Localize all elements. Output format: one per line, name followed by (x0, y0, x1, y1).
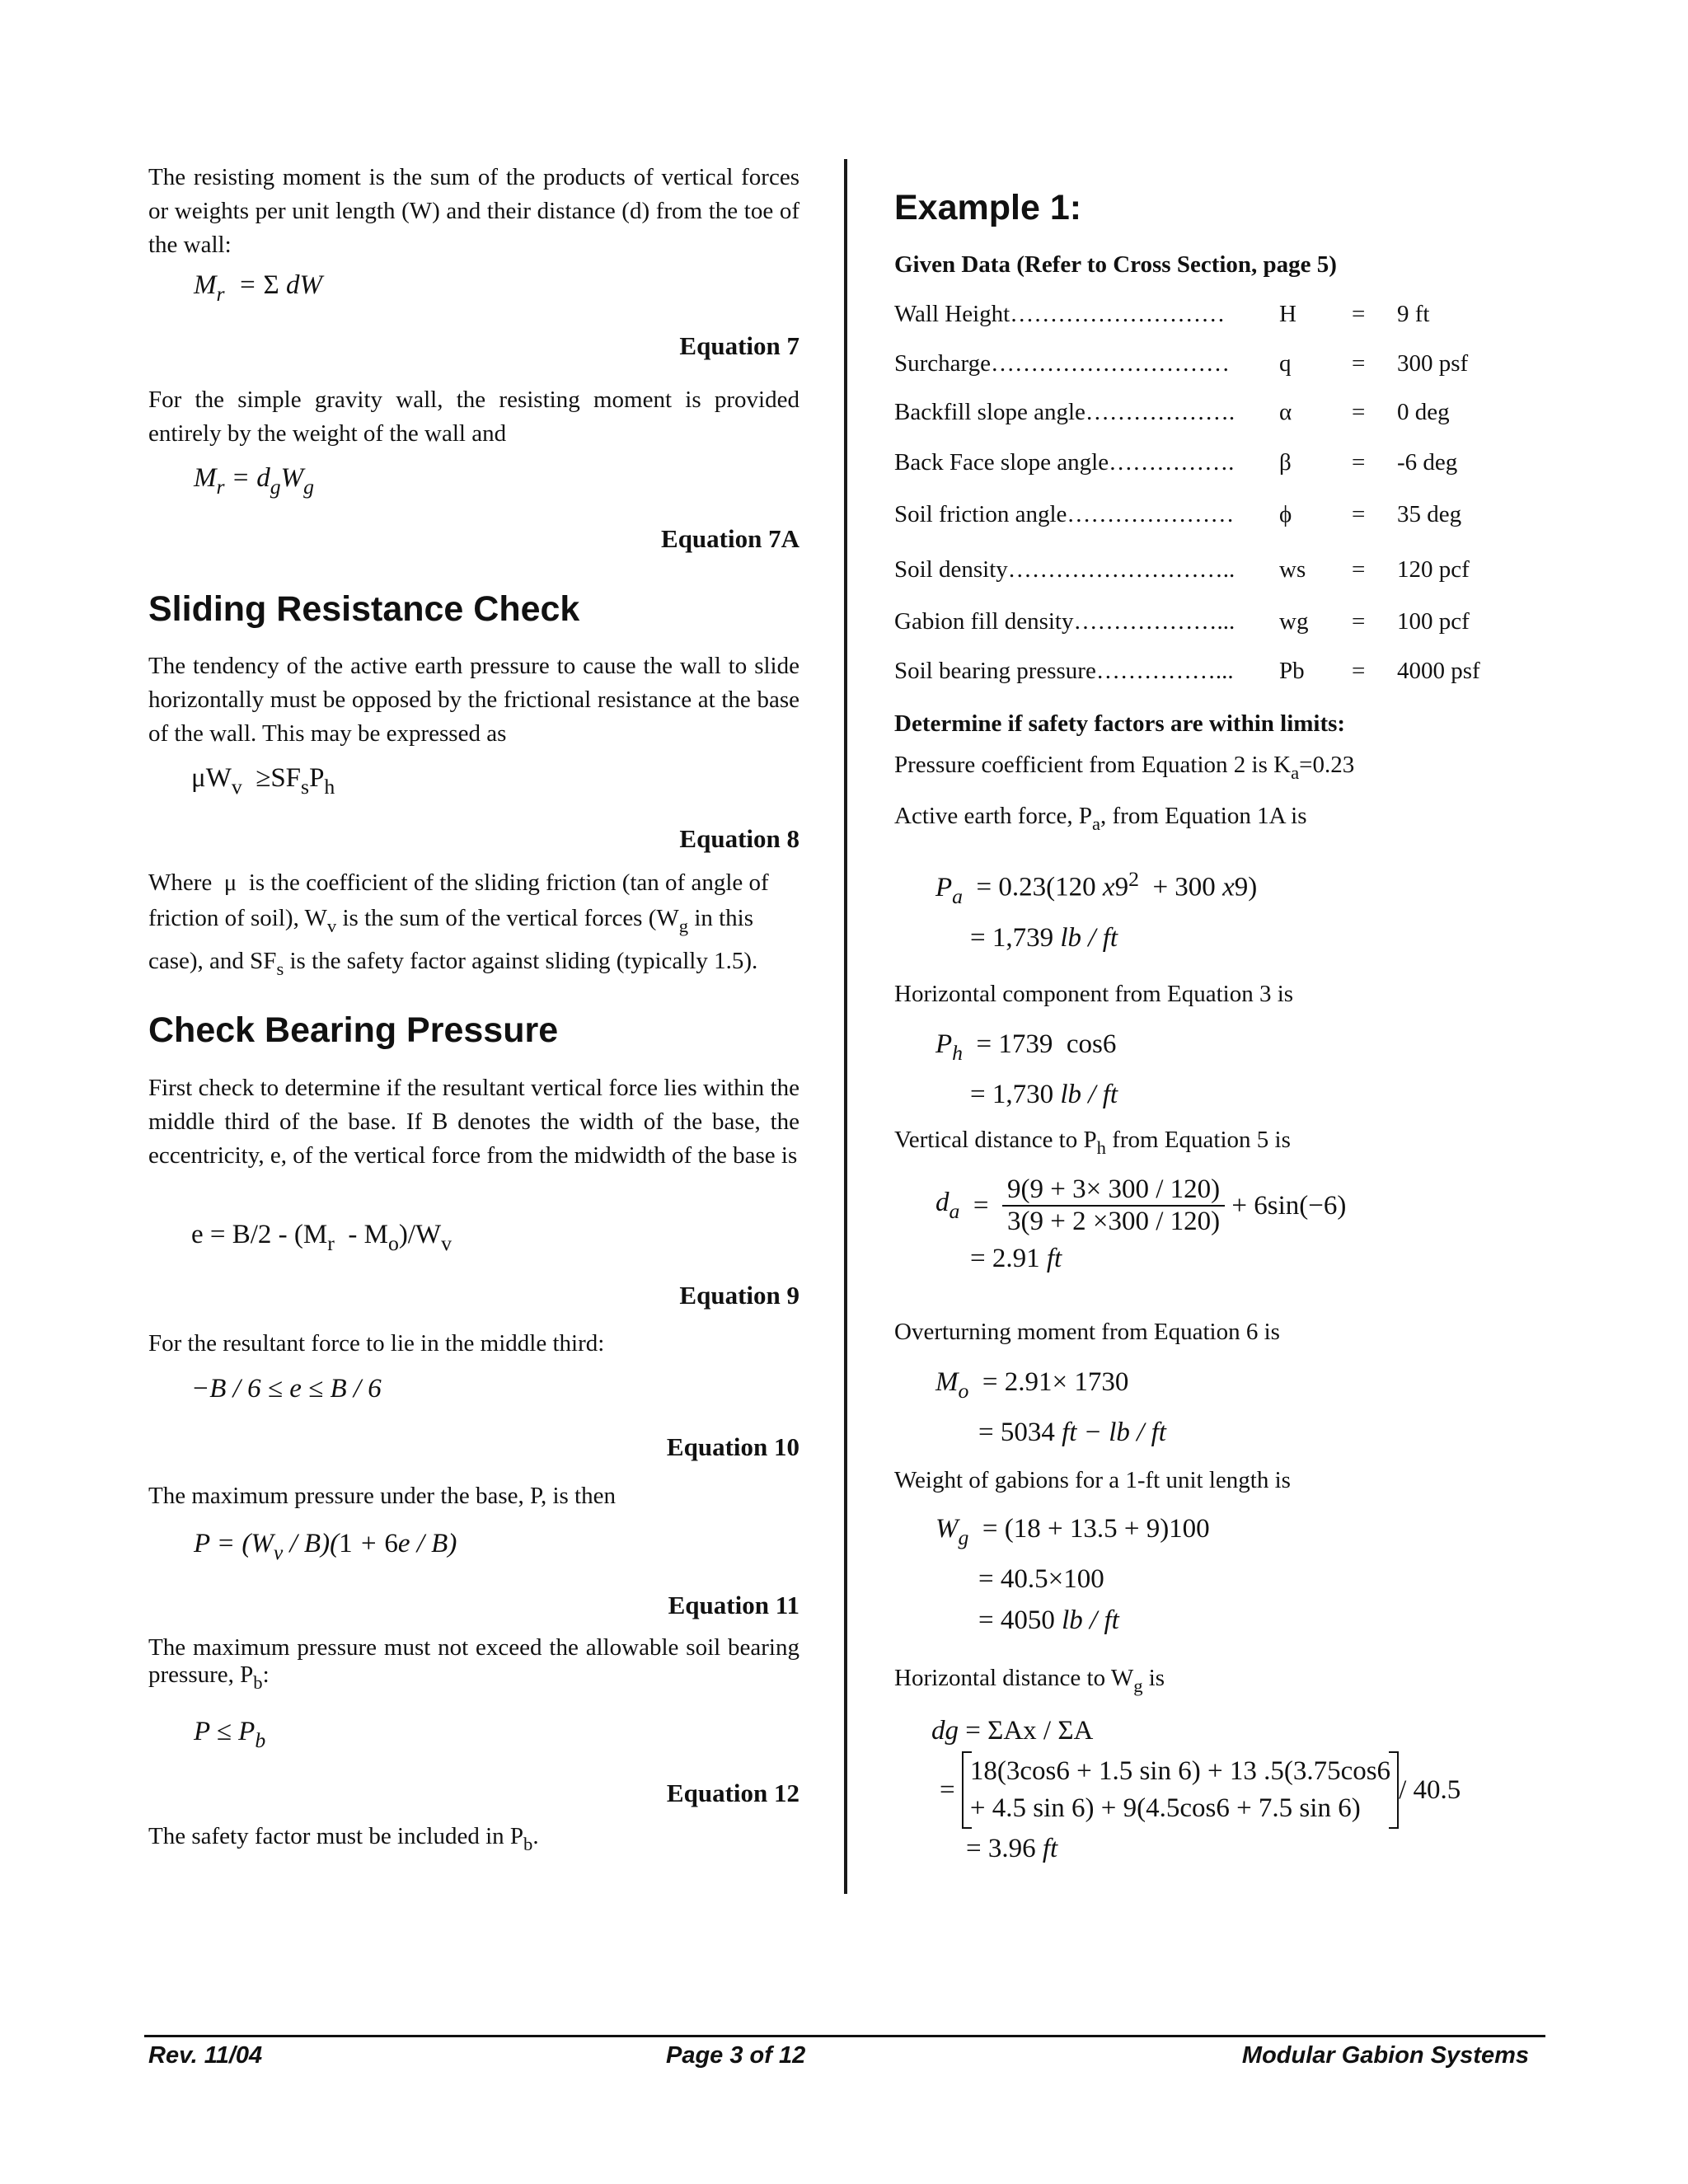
given-data-table (894, 301, 1545, 696)
given-symbol: ws (1279, 556, 1306, 583)
friction-definition-paragraph: Where μ is the coefficient of the sliding friction (tan of angle of friction of soil), $W_v$ is the sum of the vertical forces ($W_g$ in this case), and $SF_s$ is the safety factor against sliding (typically 1.5). (148, 869, 769, 979)
given-equals: = (1352, 501, 1366, 527)
horizontal-distance-text: Horizontal distance to W (894, 1665, 1134, 1691)
given-label: Back Face slope angle……………. (894, 449, 1235, 476)
given-symbol: β (1279, 449, 1292, 476)
given-label: Wall Height……………………… (894, 301, 1226, 327)
given-label: Soil density……………………….. (894, 556, 1236, 583)
case-sf-text: case), and SF (148, 947, 277, 974)
given-symbol: H (1279, 301, 1296, 327)
distance-fraction: $\frac{9(9 + 3\times 300 / 120)}{3(9 + 2 \times 300 / 120)}$ (1002, 1174, 1225, 1237)
safety-factor-note: The safety factor must be included in $P_b$. (148, 1823, 539, 1854)
sliding-resistance-heading: Sliding Resistance Check (148, 589, 580, 629)
given-equals: = (1352, 399, 1366, 425)
given-data-heading: Given Data (Refer to Cross Section, page 5) (894, 251, 1337, 278)
allowable-pressure-text: The maximum pressure must not exceed the allowable soil bearing pressure, P (148, 1634, 799, 1688)
given-equals: = (1352, 449, 1366, 476)
bracket-expression: 18(3cos6 + 1.5 sin 6) + 13 .5(3.75cos6 + 4.5 sin 6) + 9(4.5cos6 + 7.5 sin 6) (962, 1751, 1399, 1829)
vertical-distance-text: Vertical distance to P (894, 1127, 1097, 1153)
horizontal-component-calculation: $P_h = 1739$ cos6 = 1,730 lb / ft (935, 1029, 1118, 1109)
bearing-paragraph: First check to determine if the resultant vertical force lies within the middle third of the base. If B denotes the width of the base, the eccentricity, e, of the vertical force from the midwidth of the base is (148, 1075, 799, 1169)
equation-9-formula: $e = B/2 - (M_r - M_o)/W_v$ (191, 1220, 452, 1255)
horizontal-distance-text-end: is (1148, 1665, 1165, 1691)
vertical-distance-text-end: from Equation 5 is (1112, 1127, 1291, 1153)
given-equals: = (1352, 608, 1366, 635)
safety-factor-note-text: The safety factor must be included in P (148, 1823, 524, 1849)
given-equals: = (1352, 658, 1366, 684)
given-value: 0 deg (1397, 399, 1450, 425)
given-label: Backfill slope angle………………. (894, 399, 1236, 425)
equation-10-label: Equation 10 (666, 1432, 799, 1461)
equation-7-formula: $M_r = \Sigma$ dW (194, 270, 323, 306)
vertical-distance-calculation: $d_a$ = $\frac{9(9 + 3\times 300 / 120)}{3(9 + 2 \times 300 / 120)}$ + 6sin(−6) = 2.91 ft (935, 1174, 1347, 1273)
equation-7-label: Equation 7 (679, 331, 799, 360)
allowable-pressure-paragraph: The maximum pressure must not exceed the allowable soil bearing pressure, $P_b$: (148, 1634, 799, 1693)
horizontal-distance-calculation: dg = ΣAx / ΣA = 18(3cos6 + 1.5 sin 6) + 13 .5(3.75cos6 + 4.5 sin 6) + 9(4.5cos6 + 7.5 sin 6) / 40.5 = 3.96 ft (931, 1716, 1461, 1863)
max-pressure-paragraph: The maximum pressure under the base, P, is then (148, 1483, 616, 1509)
safety-factor-text: is the safety factor against sliding (typically 1.5). (289, 947, 758, 974)
where-text: Where (148, 869, 213, 896)
active-earth-text: Active earth force, P (894, 803, 1092, 829)
footer-company: Modular Gabion Systems (1241, 2042, 1529, 2069)
equation-11-formula: $P = (W_v / B)(1 + 6e / B)$ (194, 1529, 457, 1564)
given-value: 35 deg (1397, 501, 1462, 527)
in-this-text: in this (694, 905, 754, 931)
footer-revision: Rev. 11/04 (148, 2042, 263, 2069)
given-equals: = (1352, 556, 1366, 583)
given-label: Gabion fill density………………... (894, 608, 1236, 635)
given-equals: = (1352, 350, 1366, 377)
equation-10-formula: −B / 6 ≤ e ≤ B / 6 (191, 1374, 382, 1404)
given-label: Soil bearing pressure……………... (894, 658, 1234, 684)
vertical-distance-line: Vertical distance to $P_h$ from Equation 5 is (894, 1127, 1291, 1158)
equation-12-label: Equation 12 (666, 1779, 799, 1807)
horizontal-component-text: Horizontal component from Equation 3 is (894, 981, 1294, 1007)
middle-third-paragraph: For the resultant force to lie in the middle third: (148, 1330, 605, 1357)
determine-heading: Determine if safety factors are within limits: (894, 710, 1346, 737)
equation-7a-formula: $M_r = d_gW_g$ (194, 463, 315, 499)
active-earth-calculation: $P_a = 0.23(120$ $x9^2 + 300$ x9) = 1,739 lb / ft (935, 867, 1258, 953)
overturning-moment-text: Overturning moment from Equation 6 is (894, 1319, 1280, 1345)
pressure-coefficient-text: Pressure coefficient from Equation 2 is K (894, 752, 1292, 778)
bearing-pressure-heading: Check Bearing Pressure (148, 1010, 559, 1050)
given-symbol: q (1279, 350, 1292, 377)
given-value: 9 ft (1397, 301, 1430, 327)
given-value: 120 pcf (1397, 556, 1470, 583)
horizontal-distance-line: Horizontal distance to $W_g$ is (894, 1665, 1165, 1696)
example-title: Example 1: (894, 188, 1082, 227)
vertical-forces-text: is the sum of the vertical forces (W (342, 905, 679, 931)
active-earth-line: Active earth force, $P_a$, from Equation 1A is (894, 803, 1307, 834)
given-symbol: α (1279, 399, 1292, 425)
friction-soil-text: friction of soil), W (148, 905, 327, 931)
given-symbol: Pb (1279, 658, 1305, 684)
gabion-weight-text: Weight of gabions for a 1-ft unit length is (894, 1467, 1291, 1493)
equation-7a-label: Equation 7A (661, 524, 799, 553)
equation-9-label: Equation 9 (679, 1281, 799, 1310)
given-value: 300 psf (1397, 350, 1469, 377)
active-earth-text-end: , from Equation 1A is (1100, 803, 1307, 829)
equation-8-label: Equation 8 (679, 824, 799, 853)
given-symbol: ϕ (1279, 501, 1292, 527)
footer-page-number: Page 3 of 12 (666, 2042, 806, 2069)
column-divider (844, 159, 847, 1894)
sliding-paragraph: The tendency of the active earth pressure to cause the wall to slide horizontally must be opposed by the frictional resistance at the base of the wall. This may be expressed as (148, 653, 799, 747)
equation-12-formula: $P \le P_b$ (194, 1717, 266, 1752)
given-label: Surcharge………………………… (894, 350, 1231, 377)
given-symbol: wg (1279, 608, 1309, 635)
pressure-coefficient-value: =0.23 (1299, 752, 1355, 778)
equation-8-formula: $\mu W_v \ge SF_sP_h$ (191, 763, 335, 799)
friction-coeff-text: is the coefficient of the sliding friction (tan of angle of (248, 869, 769, 896)
given-value: 100 pcf (1397, 608, 1470, 635)
given-label: Soil friction angle………………… (894, 501, 1235, 527)
pressure-coefficient-line: Pressure coefficient from Equation 2 is $K_a=0.23$ (894, 752, 1355, 783)
footer-rule (144, 2035, 1545, 2037)
gabion-weight-calculation: $W_g = (18 + 13.5 + 9)100$ = 40.5×100 = 4050 lb / ft (935, 1514, 1210, 1635)
resisting-moment-paragraph: The resisting moment is the sum of the products of vertical forces or weights per unit length (W) and their distance (d) from the toe of the wall: (148, 164, 799, 258)
overturning-moment-calculation: $M_o = 2.91\times 1730$ = 5034 ft − lb / ft (935, 1367, 1166, 1447)
gravity-wall-paragraph: For the simple gravity wall, the resisting moment is provided entirely by the weight of the wall and (148, 387, 799, 447)
given-value: 4000 psf (1397, 658, 1480, 684)
given-value: -6 deg (1397, 449, 1458, 476)
given-equals: = (1352, 301, 1366, 327)
equation-11-label: Equation 11 (668, 1591, 799, 1619)
